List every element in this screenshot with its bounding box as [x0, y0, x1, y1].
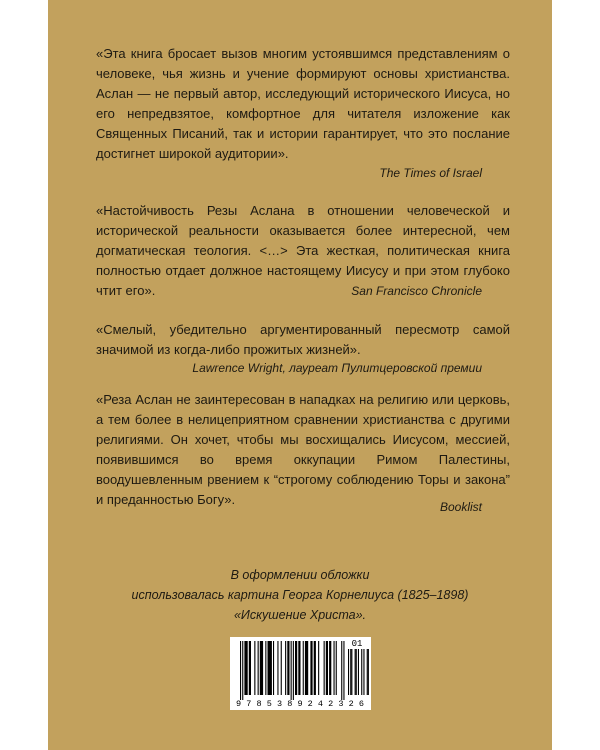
- barcode-addon-bar: [368, 649, 369, 695]
- barcode-bar: [254, 641, 255, 695]
- barcode-addon-bar: [348, 649, 349, 695]
- barcode-bar: [326, 641, 328, 695]
- barcode-addon-bar: [361, 649, 362, 695]
- barcode-bar: [305, 641, 308, 695]
- barcode-graphic: [230, 637, 371, 710]
- barcode-addon-bar: [355, 649, 356, 695]
- barcode-bar: [268, 641, 272, 695]
- barcode-addon-bar: [356, 649, 357, 695]
- barcode-addon-bar: [363, 649, 364, 695]
- barcode-isbn-digits: 9785389242326: [236, 699, 364, 709]
- barcode-bar: [244, 641, 247, 695]
- credits-line-1: В оформлении обложки: [230, 568, 370, 582]
- quote-2-source: San Francisco Chronicle: [351, 284, 482, 298]
- barcode-bar: [314, 641, 316, 695]
- barcode-bar: [303, 641, 304, 695]
- barcode-bar: [336, 641, 337, 695]
- barcode-bar: [277, 641, 278, 695]
- barcode-bar: [334, 641, 335, 695]
- credits-line-2: использовалась картина Георга Корнелиуса (1825–1898): [131, 588, 469, 602]
- barcode-bar: [258, 641, 259, 695]
- barcode-bar: [249, 641, 251, 695]
- barcode-bar: [293, 641, 294, 700]
- barcode-bar: [324, 641, 325, 695]
- barcode-bar: [291, 641, 292, 700]
- barcode-bar: [287, 641, 289, 695]
- barcode-addon-bar: [350, 649, 351, 695]
- barcode-bar: [298, 641, 300, 695]
- barcode-bar: [343, 641, 344, 700]
- isbn-barcode: [230, 637, 371, 710]
- quote-3-source: Lawrence Wright, лауреат Пулитцеровской премии: [192, 361, 482, 375]
- barcode-bar: [273, 641, 274, 695]
- credits-line-3: «Искушение Христа».: [233, 608, 367, 622]
- quote-2-text: «Настойчивость Резы Аслана в отношении человеческой и исторической реальности оказывается более интересной, чем догматическая теология. <…> Эта жесткая, политическая книга полностью отдает должное настоящему Иисусу и при этом глубоко чтит его».: [96, 203, 510, 298]
- barcode-addon-bar: [367, 649, 368, 695]
- barcode-bars: [240, 641, 369, 700]
- barcode-bar: [285, 641, 286, 695]
- barcode-bar: [341, 641, 342, 700]
- barcode-bar: [260, 641, 263, 695]
- barcode-bar: [240, 641, 241, 700]
- barcode-bar: [318, 641, 319, 695]
- barcode-addon-bar: [351, 649, 352, 695]
- cover-art-credits: [48, 565, 552, 625]
- barcode-bar: [329, 641, 331, 695]
- quote-1-source: The Times of Israel: [379, 166, 482, 180]
- quote-4-text: «Реза Аслан не заинтересован в нападках на религию или церковь, а тем более в нелицеприятном сравнении христианства с другими религиями. Он хочет, чтобы мы восхищались Иисусом, мессией, появившимся во время оккупации Римом Палестины, воодушевленным рвением к “строгому соблюдению Торы и закона” и преданностью Богу».: [96, 392, 510, 507]
- barcode-bar: [295, 641, 297, 695]
- back-cover: [48, 0, 552, 750]
- barcode-bar: [242, 641, 243, 700]
- barcode-addon-bar: [358, 649, 359, 695]
- barcode-bar: [310, 641, 312, 695]
- quote-3-text: «Смелый, убедительно аргументированный пересмотр самой значимой из когда-либо прожитых жизней».: [96, 322, 510, 357]
- barcode-bar: [281, 641, 282, 695]
- quote-1-text: «Эта книга бросает вызов многим устоявшимся представлениям о человеке, чья жизнь и учение формируют основы христианства. Аслан — не первый автор, исследующий исторического Иисуса, но его непредвзятое, комфортное для читателя изложение как Священных Писаний, так и истории гарантирует, что это послание достигнет широкой аудитории».: [96, 46, 510, 161]
- barcode-bar: [265, 641, 266, 695]
- barcode-addon-digits: 01: [351, 639, 363, 649]
- quote-4-source: Booklist: [439, 500, 482, 514]
